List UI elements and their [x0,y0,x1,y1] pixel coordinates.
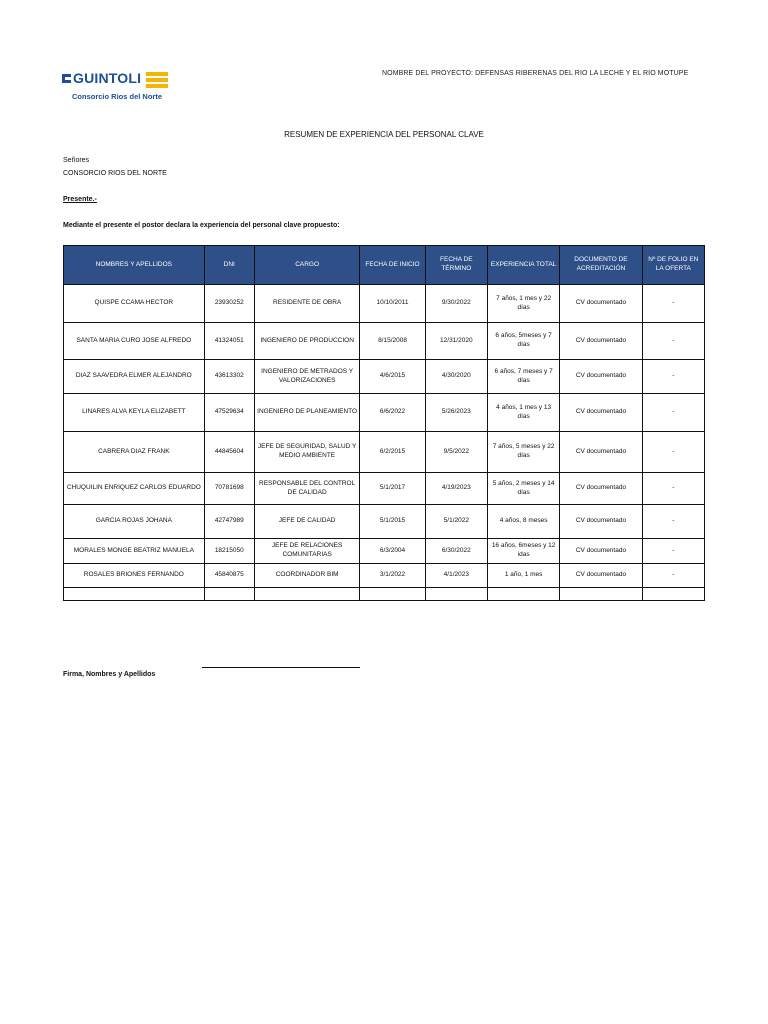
cell-empty [425,588,487,601]
cell-documento: CV documentado [560,564,642,588]
cell-empty [642,588,704,601]
cell-dni: 44845604 [204,432,254,473]
cell-experiencia: 1 año, 1 mes [487,564,559,588]
cell-nombre: QUISPE CCAMA HECTOR [64,285,205,323]
cell-dni: 45840875 [204,564,254,588]
cell-inicio: 6/2/2015 [360,432,425,473]
table-row-empty [64,588,705,601]
cell-documento: CV documentado [560,360,642,394]
header-fecha-inicio: FECHA DE INICIO [360,246,425,285]
cell-cargo: RESIDENTE DE OBRA [254,285,359,323]
cell-termino: 12/31/2020 [425,323,487,360]
cell-inicio: 3/1/2022 [360,564,425,588]
cell-cargo: COORDINADOR BIM [254,564,359,588]
header-experiencia: EXPERIENCIA TOTAL [487,246,559,285]
cell-dni: 23930252 [204,285,254,323]
cell-experiencia: 7 años, 1 mes y 22 días [487,285,559,323]
cell-termino: 5/1/2022 [425,505,487,539]
cell-empty [204,588,254,601]
signature-label: Firma, Nombres y Apellidos [63,671,156,678]
cell-termino: 9/5/2022 [425,432,487,473]
cell-empty [560,588,642,601]
table-row [64,432,705,473]
cell-cargo: JEFE DE CALIDAD [254,505,359,539]
project-name: NOMBRE DEL PROYECTO: DEFENSAS RIBERENAS DEL RIO LA LECHE Y EL RIO MOTUPE [382,70,689,77]
cell-dni: 70781698 [204,473,254,505]
cell-nombre: SANTA MARIA CURO JOSE ALFREDO [64,323,205,360]
cell-dni: 18215050 [204,539,254,564]
cell-inicio: 8/15/2008 [360,323,425,360]
logo-text: GUINTOLI [73,70,142,86]
cell-dni: 42747989 [204,505,254,539]
cell-cargo: JEFE DE SEGURIDAD, SALUD Y MEDIO AMBIENTE [254,432,359,473]
cell-cargo: INGENIERO DE PRODUCCION [254,323,359,360]
cell-documento: CV documentado [560,473,642,505]
cell-termino: 5/26/2023 [425,394,487,432]
personnel-table [63,245,705,601]
cell-empty [254,588,359,601]
cell-documento: CV documentado [560,323,642,360]
cell-inicio: 5/1/2017 [360,473,425,505]
cell-documento: CV documentado [560,539,642,564]
cell-documento: CV documentado [560,505,642,539]
cell-cargo: RESPONSABLE DEL CONTROL DE CALIDAD [254,473,359,505]
document-title: RESUMEN DE EXPERIENCIA DEL PERSONAL CLAVE [284,130,484,139]
cell-experiencia: 6 años, 7 meses y 7 días [487,360,559,394]
cell-inicio: 10/10/2011 [360,285,425,323]
cell-nombre: CABRERA DIAZ FRANK [64,432,205,473]
intro-text: Mediante el presente el postor declara la experiencia del personal clave propuesto: [63,222,340,229]
cell-termino: 4/19/2023 [425,473,487,505]
cell-folio: - [642,323,704,360]
salutation: Señores [63,157,90,164]
cell-folio: - [642,360,704,394]
signature-line [202,667,360,668]
cell-nombre: ROSALES BRIONES FERNANDO [64,564,205,588]
cell-nombre: GARCIA ROJAS JOHANA [64,505,205,539]
cell-documento: CV documentado [560,285,642,323]
table-header-row [64,246,705,285]
cell-dni: 47529634 [204,394,254,432]
cell-cargo: INGENIERO DE METRADOS Y VALORIZACIONES [254,360,359,394]
cell-cargo: JEFE DE RELACIONES COMUNITARIAS [254,539,359,564]
recipient: CONSORCIO RIOS DEL NORTE [63,170,167,177]
cell-nombre: DIAZ SAAVEDRA ELMER ALEJANDRO [64,360,205,394]
cell-nombre: MORALES MONGE BEATRIZ MANUELA [64,539,205,564]
cell-documento: CV documentado [560,394,642,432]
cell-termino: 9/30/2022 [425,285,487,323]
cell-empty [487,588,559,601]
cell-nombre: CHUQUILIN ENRIQUEZ CARLOS EDUARDO [64,473,205,505]
cell-experiencia: 4 años, 1 mes y 13 días [487,394,559,432]
header-documento: DOCUMENTO DE ACREDITACIÓN [560,246,642,285]
cell-inicio: 5/1/2015 [360,505,425,539]
cell-empty [360,588,425,601]
cell-folio: - [642,394,704,432]
cell-experiencia: 5 años, 2 meses y 14 días [487,473,559,505]
header-nombres: NOMBRES Y APELLIDOS [64,246,205,285]
cell-inicio: 6/6/2022 [360,394,425,432]
table-row [64,473,705,505]
cell-folio: - [642,473,704,505]
cell-experiencia: 6 años, 5meses y 7 días [487,323,559,360]
cell-folio: - [642,539,704,564]
header-cargo: CARGO [254,246,359,285]
cell-cargo: INGENIERO DE PLANEAMIENTO [254,394,359,432]
logo-mark-icon [62,74,71,83]
cell-experiencia: 4 años, 8 meses [487,505,559,539]
header-folio: Nº DE FOLIO EN LA OFERTA [642,246,704,285]
table-row [64,360,705,394]
cell-termino: 4/1/2023 [425,564,487,588]
cell-dni: 43613302 [204,360,254,394]
table-row [64,323,705,360]
logo-subtitle: Consorcio Rios del Norte [72,92,163,101]
cell-inicio: 4/6/2015 [360,360,425,394]
table-row [64,564,705,588]
company-logo [62,70,182,104]
cell-folio: - [642,505,704,539]
cell-folio: - [642,432,704,473]
cell-folio: - [642,285,704,323]
cell-documento: CV documentado [560,432,642,473]
header-fecha-termino: FECHA DE TÉRMINO [425,246,487,285]
cell-nombre: LINARES ALVA KEYLA ELIZABETT [64,394,205,432]
cell-experiencia: 16 años, 6meses y 12 idas [487,539,559,564]
cell-dni: 41324051 [204,323,254,360]
cell-folio: - [642,564,704,588]
table-row [64,394,705,432]
cell-experiencia: 7 años, 5 meses y 22 días [487,432,559,473]
logo-bars-icon [146,72,168,90]
table-row [64,505,705,539]
cell-termino: 4/30/2020 [425,360,487,394]
presente-label: Presente.- [63,196,97,203]
cell-termino: 6/30/2022 [425,539,487,564]
header-dni: DNI [204,246,254,285]
cell-empty [64,588,205,601]
cell-inicio: 6/3/2004 [360,539,425,564]
table-row [64,285,705,323]
table-row [64,539,705,564]
